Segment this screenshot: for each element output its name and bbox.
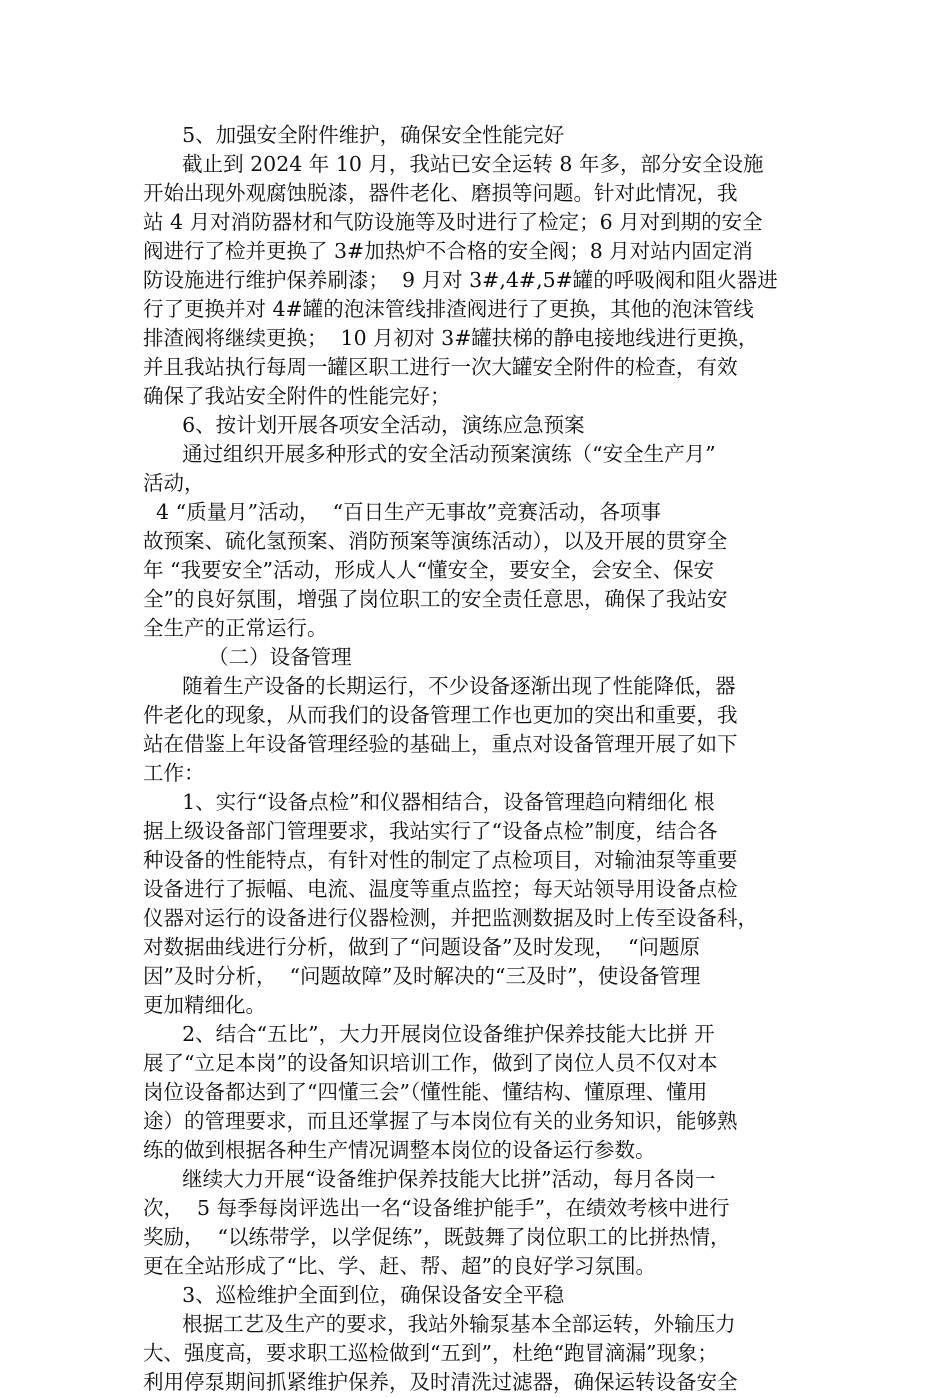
text-line: 排渣阀将继续更换； 10 月初对 3#罐扶梯的静电接地线进行更换， xyxy=(143,326,759,350)
text-line: 次， 5 每季每岗评选出一名“设备维护能手”，在绩效考核中进行 xyxy=(143,1196,730,1220)
document-page xyxy=(143,121,808,1397)
text-line: 故预案、硫化氢预案、消防预案等演练活动），以及开展的贯穿全 xyxy=(143,529,728,553)
text-line: 更在全站形成了“比、学、赶、帮、超”的良好学习氛围。 xyxy=(143,1254,656,1278)
text-line: 继续大力开展“设备维护保养技能大比拼”活动，每月各岗一 xyxy=(143,1167,716,1191)
text-line: 2、结合“五比”，大力开展岗位设备维护保养技能大比拼 开 xyxy=(143,1022,715,1046)
text-line: 阀进行了检并更换了 3#加热炉不合格的安全阀；8 月对站内固定消 xyxy=(143,239,753,263)
text-line: 展了“立足本岗”的设备知识培训工作，做到了岗位人员不仅对本 xyxy=(143,1051,718,1075)
text-line: 站 4 月对消防器材和气防设施等及时进行了检定；6 月对到期的安全 xyxy=(143,210,763,234)
text-line: 练的做到根据各种生产情况调整本岗位的设备运行参数。 xyxy=(143,1138,656,1162)
text-line: 4 “质量月”活动， “百日生产无事故”竞赛活动，各项事 xyxy=(143,500,662,524)
text-line: 据上级设备部门管理要求，我站实行了“设备点检”制度，结合各 xyxy=(143,819,718,843)
text-line: 6、按计划开展各项安全活动，演练应急预案 xyxy=(143,413,585,437)
text-line: 根据工艺及生产的要求，我站外输泵基本全部运转，外输压力 xyxy=(143,1312,736,1336)
text-line: 因”及时分析， “问题故障”及时解决的“三及时”，使设备管理 xyxy=(143,964,701,988)
text-line: 确保了我站安全附件的性能完好； xyxy=(143,384,451,408)
text-line: 奖励， “以练带学，以学促练”，既鼓舞了岗位职工的比拼热情， xyxy=(143,1225,731,1249)
text-line: 站在借鉴上年设备管理经验的基础上，重点对设备管理开展了如下 xyxy=(143,732,738,756)
text-line: 更加精细化。 xyxy=(143,993,266,1017)
text-line: 件老化的现象，从而我们的设备管理工作也更加的突出和重要，我 xyxy=(143,703,738,727)
text-line: 1、实行“设备点检”和仪器相结合，设备管理趋向精细化 根 xyxy=(143,790,715,814)
text-line: 全”的良好氛围，增强了岗位职工的安全责任意思，确保了我站安 xyxy=(143,587,728,611)
text-line: 通过组织开展多种形式的安全活动预案演练（“安全生产月” xyxy=(143,442,716,466)
text-line: 工作： xyxy=(143,761,205,785)
text-line: 仪器对运行的设备进行仪器检测，并把监测数据及时上传至设备科， xyxy=(143,906,758,930)
text-line: 随着生产设备的长期运行，不少设备逐渐出现了性能降低，器 xyxy=(143,674,736,698)
text-line: 全生产的正常运行。 xyxy=(143,616,328,640)
text-line: 活动， xyxy=(143,471,205,495)
text-line: 利用停泵期间抓紧维护保养，及时清洗过滤器，确保运转设备安全 xyxy=(143,1370,738,1394)
text-line: 并且我站执行每周一罐区职工进行一次大罐安全附件的检查，有效 xyxy=(143,355,738,379)
text-line: 设备进行了振幅、电流、温度等重点监控；每天站领导用设备点检 xyxy=(143,877,738,901)
text-line: 行了更换并对 4#罐的泡沫管线排渣阀进行了更换，其他的泡沫管线 xyxy=(143,297,754,321)
text-line: 3、巡检维护全面到位，确保设备安全平稳 xyxy=(143,1283,565,1307)
text-line: 年 “我要安全”活动，形成人人“懂安全，要安全，会安全、保安 xyxy=(143,558,714,582)
text-line: 种设备的性能特点，有针对性的制定了点检项目，对输油泵等重要 xyxy=(143,848,738,872)
text-line: （二）设备管理 xyxy=(143,645,352,669)
text-line: 大、强度高，要求职工巡检做到“五到”，杜绝“跑冒滴漏”现象； xyxy=(143,1341,718,1365)
text-line: 防设施进行维护保养刷漆； 9 月对 3#,4#,5#罐的呼吸阀和阻火器进 xyxy=(143,268,778,292)
text-line: 对数据曲线进行分析，做到了“问题设备”及时发现， “问题原 xyxy=(143,935,700,959)
text-line: 途）的管理要求，而且还掌握了与本岗位有关的业务知识，能够熟 xyxy=(143,1109,738,1133)
text-line: 截止到 2024 年 10 月，我站已安全运转 8 年多，部分安全设施 xyxy=(143,152,764,176)
text-line: 开始出现外观腐蚀脱漆，器件老化、磨损等问题。针对此情况，我 xyxy=(143,181,738,205)
text-line: 岗位设备都达到了“四懂三会”（懂性能、懂结构、懂原理、懂用 xyxy=(143,1080,708,1104)
text-line: 5、加强安全附件维护，确保安全性能完好 xyxy=(143,123,565,147)
